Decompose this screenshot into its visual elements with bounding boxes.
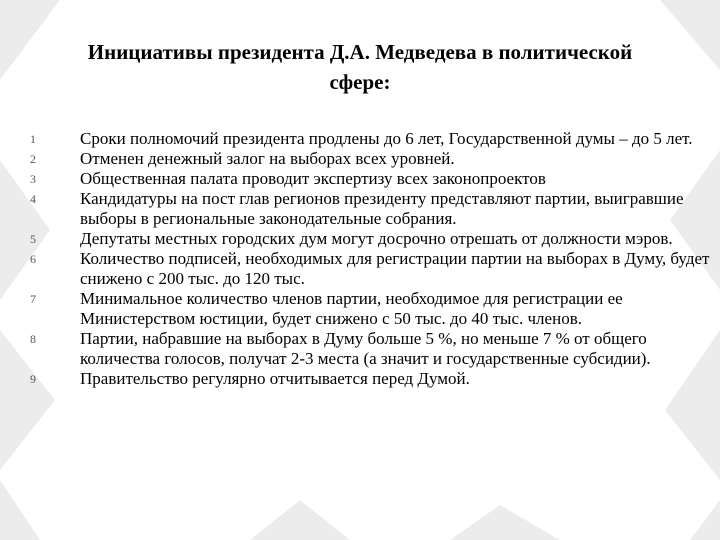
list-item — [24, 369, 720, 389]
list-item — [24, 129, 720, 149]
list-item — [24, 169, 720, 189]
item-number: 1 — [30, 132, 36, 146]
item-text: Сроки полномочий президента продлены до 6 лет, Государственной думы – до 5 лет. — [80, 129, 693, 148]
item-number: 6 — [30, 252, 36, 266]
item-text: Минимальное количество членов партии, необходимое для регистрации ее Министерством юстиции, будет снижено с 50 тыс. до 40 тыс. членов. — [80, 289, 623, 328]
list-item — [24, 249, 720, 289]
item-text: Общественная палата проводит экспертизу всех законопроектов — [80, 169, 546, 188]
item-number: 8 — [30, 332, 36, 346]
item-number: 9 — [30, 372, 36, 386]
list-item — [24, 149, 720, 169]
list-item — [24, 289, 720, 329]
item-number: 3 — [30, 172, 36, 186]
item-number: 2 — [30, 152, 36, 166]
item-text: Правительство регулярно отчитывается перед Думой. — [80, 369, 470, 388]
item-text: Кандидатуры на пост глав регионов президенту представляют партии, выигравшие выборы в региональные законодательные собрания. — [80, 189, 684, 228]
slide-title: Инициативы президента Д.А. Медведева в политической сфере: — [87, 40, 633, 94]
item-number: 5 — [30, 232, 36, 246]
item-text: Депутаты местных городских дум могут досрочно отрешать от должности мэров. — [80, 229, 673, 248]
list-item — [24, 189, 720, 229]
item-number: 4 — [30, 192, 36, 206]
item-text: Партии, набравшие на выборах в Думу больше 5 %, но меньше 7 % от общего количества голосов, получат 2-3 места (а значит и государственные субсидии). — [80, 329, 651, 368]
list-item — [24, 229, 720, 249]
initiatives-list — [24, 129, 720, 389]
item-number: 7 — [30, 292, 36, 306]
item-text: Отменен денежный залог на выборах всех уровней. — [80, 149, 455, 168]
list-item — [24, 329, 720, 369]
item-text: Количество подписей, необходимых для регистрации партии на выборах в Думу, будет снижено с 200 тыс. до 120 тыс. — [80, 249, 710, 288]
